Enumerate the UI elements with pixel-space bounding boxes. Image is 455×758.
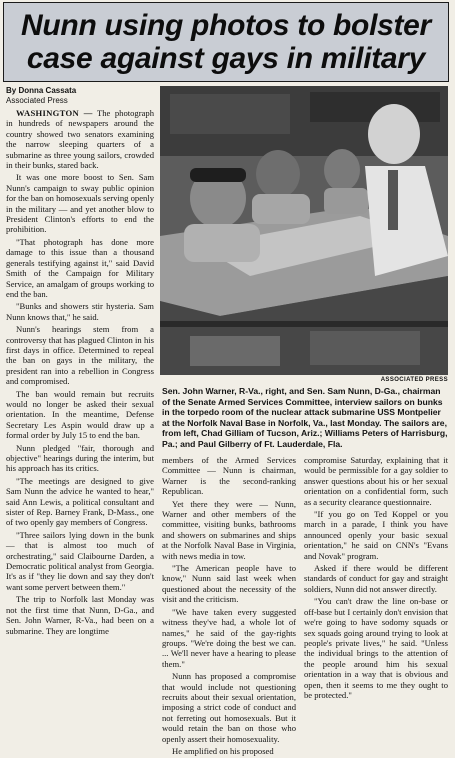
- byline: [6, 86, 154, 106]
- news-photo: [160, 86, 448, 375]
- article-column-2: [162, 455, 296, 758]
- byline-author: By Donna Cassata: [6, 86, 77, 95]
- article-paragraph: "Three sailors lying down in the bunk — that is almost too much of orchestrating," said Claibourne Darden, a Democratic political analyst from Georgia. It's as if "they lie down and say they don't want some pervert between them.": [6, 529, 154, 592]
- article-paragraph: "If you go on Ted Koppel or you march in a parade, I think you have announced openly your basic sexual orientation," he said on CNN's "Evans and Novak" program.: [304, 509, 448, 561]
- article-paragraph: "The American people have to know," Nunn said last week when questioned about the necessity of the visit and the criticism.: [162, 563, 296, 605]
- article-paragraph: Asked if there would be different standards of conduct for gay and straight soldiers, Nunn did not answer directly.: [304, 563, 448, 594]
- photo-credit: ASSOCIATED PRESS: [380, 377, 448, 383]
- article-paragraph: The trip to Norfolk last Monday was not the first time that Nunn, D-Ga., and Sen. John Warner, R-Va., had been on a submarine. They are longtime: [6, 594, 154, 636]
- article-column-3: [304, 455, 448, 702]
- headline: Nunn using photos to bolster case against gays in military: [21, 9, 431, 75]
- article-paragraph: Nunn has proposed a compromise that would include not questioning recruits about their sexual orientation, imposing a strict code of conduct and not ferreting out homosexuals. But it would retain the ban on those who openly assert their homosexuality.: [162, 671, 296, 744]
- photo-illustration: [160, 86, 448, 375]
- article-paragraph: Nunn pledged "fair, thorough and objective" hearings during the interim, but his approach has its critics.: [6, 442, 154, 474]
- article-paragraph: WASHINGTON — The photograph in hundreds of newspapers around the country showed two senators examining the narrow sleeping quarters of a submarine as three young sailors, crowded in their bunks, stared back.: [6, 108, 154, 171]
- article-paragraph: "We have taken every suggested witness they've had, a whole lot of names," he said of the gay-rights groups. "We're doing the best we can. ... We'll never have a hearing to please them.": [162, 606, 296, 669]
- dateline: WASHINGTON —: [16, 108, 93, 118]
- photo-caption: Sen. John Warner, R-Va., right, and Sen. Sam Nunn, D-Ga., chairman of the Senate Armed Services Committee, interview sailors on bunks in the torpedo room of the nuclear attack submarine USS Montpelier at the Norfolk Naval Base in Norfolk, Va., last Monday. The sailors are, from left, Chad Gilliam of Tucson, Ariz.; Williams Peters of Harrisburg, Pa.; and Paul Gilberry of Ft. Lauderdale, Fla.: [162, 386, 448, 449]
- article-paragraph: Yet there they were — Nunn, Warner and other members of the committee, visiting bunks, bathrooms and showers on submarines and ships at the Norfolk Naval Base in Virginia, with news media in tow.: [162, 498, 296, 561]
- article-paragraph: The ban would remain but recruits would no longer be asked their sexual orientation. In the meantime, Defense Secretary Les Aspin would draw up a formal order by July 15 to end the ban.: [6, 388, 154, 441]
- article-paragraph: "That photograph has done more damage to this issue than a thousand generals testifying against it," said David Smith of the Campaign for Military Service, an amalgam of groups working to end the ban.: [6, 236, 154, 299]
- article-paragraph: It was one more boost to Sen. Sam Nunn's campaign to sway public opinion for the ban on homosexuals serving openly in the military — and yet another blow to President Clinton's efforts to end the prohibition.: [6, 172, 154, 235]
- article-paragraph: Nunn's hearings stem from a controversy that has plagued Clinton in his first days in office. Determined to repeal the ban on gays in the military, the president ran into a rebellion in Congress and compromised.: [6, 324, 154, 387]
- article-paragraph: members of the Armed Services Committee — Nunn is chairman, Warner is the second-ranking Republican.: [162, 455, 296, 497]
- article-paragraph: "The meetings are designed to give Sam Nunn the advice he wanted to hear," said Ann Lewis, a political consultant and sister of Rep. Barney Frank, D-Mass., one of two openly gay members of Congress.: [6, 475, 154, 528]
- headline-box: [3, 2, 449, 82]
- article-paragraph: "Bunks and showers stir hysteria. Sam Nunn knows that," he said.: [6, 301, 154, 322]
- article-paragraph: compromise Saturday, explaining that it would be permissible for a gay soldier to answer questions about his or her sexual orientation on a confidential form, such as a security clearance questionnaire.: [304, 455, 448, 507]
- article-paragraph: "You can't draw the line on-base or off-base but I certainly don't envision that we're going to have sodomy squads or sex squads going around trying to look at people's private lives," he said. "Unless the individual brings to the attention of the people around him his sexual orientation in a way that is obvious and open, then it seems to me they ought to be protected.": [304, 596, 448, 700]
- article-column-1: [6, 108, 154, 638]
- byline-agency: Associated Press: [6, 96, 68, 105]
- article-paragraph: He amplified on his proposed: [172, 745, 274, 756]
